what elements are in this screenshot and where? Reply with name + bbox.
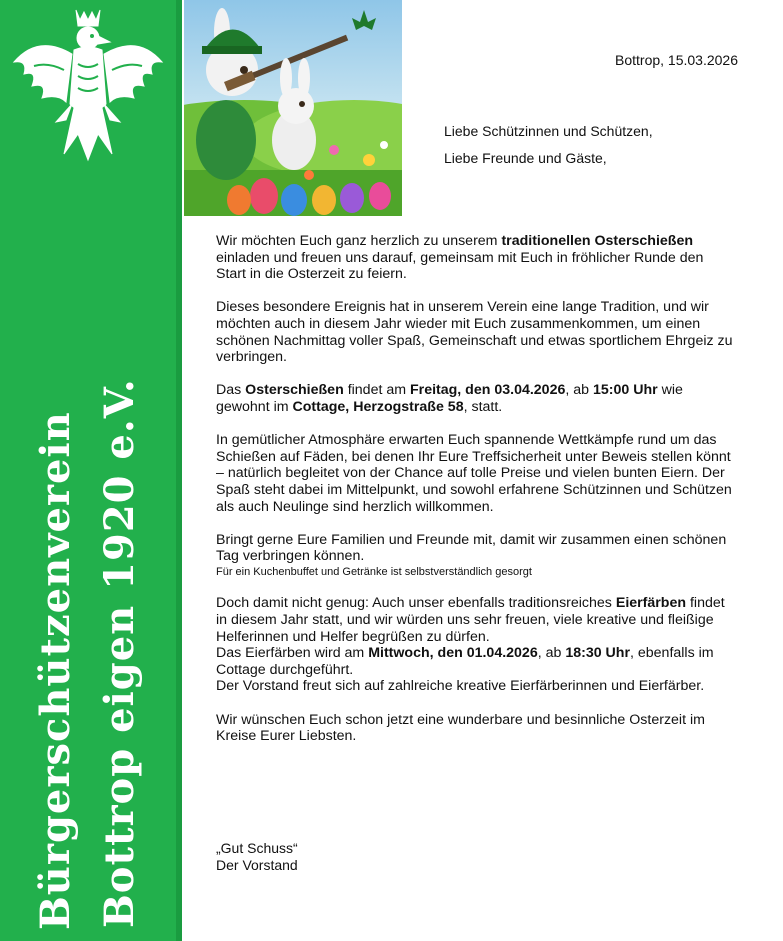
paragraph-tradition: Dieses besondere Ereignis hat in unserem Verein eine lange Tradition, und wir möchten auch in diesem Jahr wieder mit Euch zusammenkommen, um einen schönen Nachmittag voller Spaß, Gemeinschaft und etwas sportlichem Ehrgeiz zu verbringen. <box>216 299 733 366</box>
text: , ab <box>537 645 566 662</box>
event-name: Osterschießen <box>245 382 344 399</box>
text: , ab <box>565 382 593 399</box>
event-time: 15:00 Uhr <box>592 382 658 399</box>
letter-date: Bottrop, 15.03.2026 <box>615 52 738 68</box>
paragraph-egg-coloring <box>216 595 736 695</box>
small-note: Für ein Kuchenbuffet und Getränke ist selbstverständlich gesorgt <box>216 565 532 578</box>
text: Doch damit nicht genug: Auch unser ebenfalls traditionsreiches <box>216 595 616 612</box>
paragraph-wishes: Wir wünschen Euch schon jetzt eine wunderbare und besinnliche Osterzeit im Kreise Eurer Liebsten. <box>216 711 705 745</box>
sidebar-edge <box>176 0 182 941</box>
text: Das <box>216 382 246 399</box>
text: wie gewohnt im <box>216 382 683 415</box>
signature <box>216 840 298 873</box>
paragraph-event-details <box>216 382 736 415</box>
text: , ebenfalls im Cottage durchgeführt. <box>216 645 714 678</box>
text: findet am <box>343 382 410 399</box>
text: Bringt gerne Eure Familien und Freunde mit, damit wir zusammen einen schönen Tag verbringen können. <box>216 531 727 565</box>
event-date: Mittwoch, den 01.04.2026 <box>368 645 538 662</box>
signature-slogan: „Gut Schuss“ <box>216 840 298 856</box>
text: , statt. <box>463 398 503 415</box>
eagle-crest-icon <box>8 4 168 169</box>
event-date: Freitag, den 03.04.2026 <box>410 382 566 399</box>
club-name-vertical: Bürgerschützenverein <box>32 411 79 930</box>
greeting-line-1: Liebe Schützinnen und Schützen, <box>444 123 653 139</box>
text: Das Eierfärben wird am <box>216 645 369 662</box>
greeting-line-2: Liebe Freunde und Gäste, <box>444 150 607 166</box>
text: einladen und freuen uns darauf, gemeinsam mit Euch in fröhlicher Runde den Start in die Osterzeit zu feiern. <box>216 249 704 283</box>
paragraph-invitation <box>216 233 736 283</box>
paragraph-atmosphere: In gemütlicher Atmosphäre erwarten Euch spannende Wettkämpfe rund um das Schießen auf Fäden, bei denen Ihr Eure Treffsicherheit unter Beweis stellen könnt – natürlich begleitet von der Chance auf tolle Preise und vielen bunten Eiern. Der Spaß steht dabei im Mittelpunkt, und sowohl erfahrene Schützinnen und Schützen als auch Neulinge sind herzlich willkommen. <box>216 432 732 515</box>
text: Der Vorstand freut sich auf zahlreiche kreative Eierfärberinnen und Eierfärber. <box>216 678 705 695</box>
event-location: Cottage, Herzogstraße 58 <box>292 398 464 415</box>
greeting <box>444 118 653 172</box>
paragraph-families <box>216 532 736 579</box>
signature-board: Der Vorstand <box>216 856 298 873</box>
text: findet in diesem Jahr statt, und wir würden uns sehr freuen, viele kreative und fleißige Helferinnen und Helfer begrüßen zu dürfen. <box>216 595 725 645</box>
text: Wir möchten Euch ganz herzlich zu unserem <box>216 233 502 249</box>
letter-body <box>216 233 736 761</box>
event-time: 18:30 Uhr <box>565 645 630 662</box>
sidebar-banner <box>0 0 182 941</box>
club-location-vertical: Bottrop eigen 1920 e.V. <box>96 378 143 928</box>
easter-bunny-hunter-image <box>184 0 402 216</box>
event-name: traditionellen Osterschießen <box>501 233 694 249</box>
event-name: Eierfärben <box>615 595 687 612</box>
